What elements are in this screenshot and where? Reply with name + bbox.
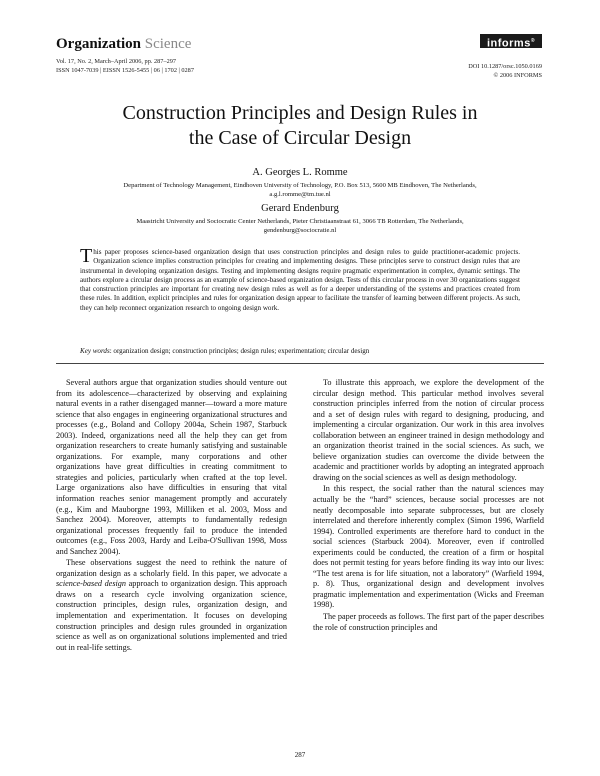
informs-logo-text: informs	[486, 37, 531, 50]
author-affiliation	[56, 181, 544, 199]
doi-line: DOI 10.1287/orsc.1050.0169	[468, 63, 542, 70]
body-paragraph: These observations suggest the need to rethink the nature of organization design as a scholarly field. In this paper, we advocate a science-based design approach to organization design. This approach draws on a research cycle involving organization science, construction principles, design rules, organization design, and implementation and experimentation. It focuses on developing construction principles and design rules grounded in organization science as well as on organizational solutions implemented and tried out in real-life settings.	[56, 558, 288, 652]
keywords	[80, 347, 520, 356]
informs-logo: informs®	[480, 34, 542, 48]
volume-line: Vol. 17, No. 2, March–April 2006, pp. 287–297	[56, 58, 177, 65]
copyright-line: © 2006 INFORMS	[493, 71, 542, 79]
body-paragraph: In this respect, the social rather than the natural sciences may actually be the “hard” sciences, because social processes are not neatly decomposable into separate subprocesses, but are closely interrelated and therefore inherently complex (Simon 1996, Warfield 1994). Controlled experiments are therefore hard to conduct in the social sciences (Starbuck 2004). Moreover, even if controlled experiments could be conducted, the creation of a firm or hospital does not permit testing for years before finding its way into our lives: “The test arena is for life situation, not a laboratory” (Warfield 1994, p. 8). Thus, organizational design and development involves pragmatic implementation and experimentation (Wicks and Freeman 1998).	[313, 484, 544, 610]
author-name: Gerard Endenburg	[261, 203, 339, 214]
issue-info	[56, 57, 194, 75]
body-column-left	[56, 378, 287, 654]
section-divider	[56, 363, 544, 364]
page-number: 287	[294, 751, 306, 759]
journal-name	[56, 36, 191, 53]
body-column-right	[313, 378, 544, 634]
author-name: A. Georges L. Romme	[252, 167, 348, 178]
author-affiliation	[56, 217, 544, 235]
body-paragraph: The paper proceeds as follows. The first part of the paper describes the role of construction principles and	[313, 612, 544, 632]
title-line-1: Construction Principles and Design Rules in	[122, 102, 478, 124]
abstract-text: his paper proposes science-based organization design that uses construction principles and design rules to guide practitioner-academic projects. Organization science implies construction principles for creating and implementing designs. These principles serve to construct design rules that are instrumental in developing organization designs. Testing and implementing designs require pragmatic experimentation in complex, dynamic settings. The authors explore a circular design process as an example of science-based organization design. Tests of this circular process in over 30 organizations suggest that construction principles are important for creating new design rules as well as for a deeper understanding of the systems and practices created from these rules. In addition, explicit principles and rules for organization design appear to facilitate the transfer of learning between different projects. As such, they can help reconnect organization research to ongoing design work.	[80, 248, 520, 312]
doi-info	[468, 63, 542, 80]
issn-line: ISSN 1047-7039 | EISSN 1526-5455 | 06 | 1702 | 0287	[56, 67, 194, 74]
affiliation-line: Department of Technology Management, Eindhoven University of Technology, P.O. Box 513, 5600 MB Eindhoven, The Netherlands,	[123, 182, 477, 189]
title-line-2: the Case of Circular Design	[188, 127, 412, 149]
author-email: a.g.l.romme@tm.tue.nl	[269, 191, 331, 198]
abstract	[80, 245, 520, 313]
keywords-label: Key words	[80, 347, 110, 355]
journal-name-accent: Science	[144, 36, 192, 52]
author-email: gendenburg@sociocratie.nl	[263, 227, 337, 234]
emphasis-term: science-based design	[56, 579, 126, 589]
body-paragraph: Several authors argue that organization studies should venture out from its adolescence—characterized by observing and explaining natural events in a rather disengaged manner—toward a more mature science that also engages in engineering organizational structures and processes (e.g., Boland and Collopy 2004a, Schein 1987, Starbuck 2003). Indeed, organizations need all the help they can get from organization researchers to create humanly satisfying and sustainable organizations. For example, many corporations and other organizations have great difficulties in creating commitment to strategies and policies, particularly when crafted at the top level. Large organizations also have difficulties in ensuring that vital information reaches senior management promptly and accurately (e.g., Kim and Mauborgne 1993, Milliken et al. 2003, Moss and Sanchez 2004). Moreover, attempts to fundamentally redesign organizational processes frequently fail to produce the intended outcomes (e.g., Foss 2003, Hardy and Leiba-O'Sullivan 1998, Moss and Sanchez 2004).	[56, 378, 287, 556]
journal-name-main: Organization	[56, 36, 141, 52]
abstract-dropcap: T	[80, 245, 93, 267]
body-paragraph: To illustrate this approach, we explore the development of the circular design method. This particular method involves several construction principles inferred from the notion of circular process and a set of design rules with regard to designing, producing, and implementing a circular organization. Our work in this area involves collaboration between an engineer trained in design methodology and an organization theorist trained in the social sciences. As such, we believe organization studies can overcome the divide between the academic and practitioner worlds by adopting an integrated approach drawing on the social sciences as well as design methodology.	[313, 378, 544, 482]
affiliation-line: Maastricht University and Sociocratic Center Netherlands, Pieter Christiaanstraat 61, 3066 TB Rotterdam, The Netherlands,	[136, 218, 464, 225]
keywords-list: : organization design; construction principles; design rules; experimentation; circular design	[109, 347, 370, 355]
paper-title	[56, 101, 544, 151]
